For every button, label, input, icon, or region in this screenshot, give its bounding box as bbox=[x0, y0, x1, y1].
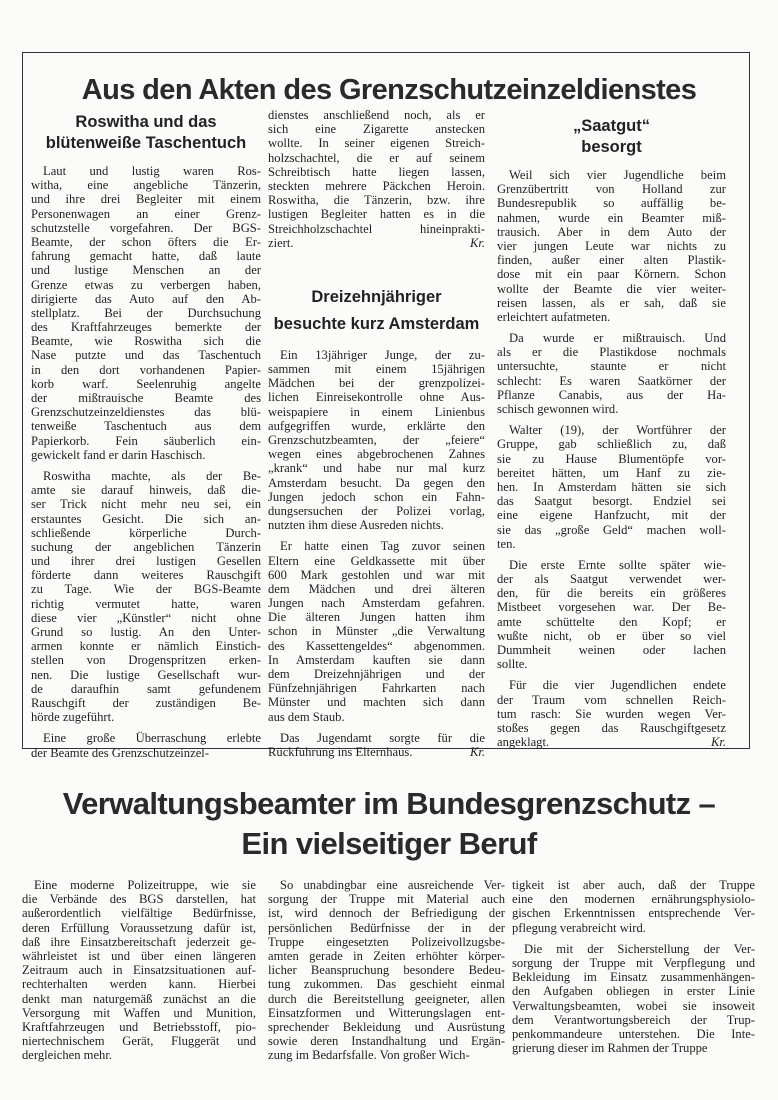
text-line: Walter (19), der Wortführer der bbox=[509, 423, 726, 438]
text-line: daß ihre Einsatzbereitschaft jederzeit ge- bbox=[22, 934, 256, 949]
text-line: Beamte, der schon öfters die Er- bbox=[31, 234, 261, 249]
article-heading bbox=[31, 112, 261, 154]
text-line: vier jungen Leute war nichts zu bbox=[497, 238, 726, 253]
text-line: Roswitha machte, als der Be- bbox=[43, 468, 261, 483]
text-line: ser Trick nicht mehr neu sei, ein bbox=[31, 497, 261, 512]
text-line: Mistbeet vorgesehen war. Der Be- bbox=[497, 600, 726, 615]
text-line: stellplatz. Bei der Durchsuchung bbox=[31, 305, 261, 320]
text-line: persönlichen Bedürfnisse der in der bbox=[268, 920, 505, 935]
text-line: wollte. In seiner eigenen Streich- bbox=[268, 136, 485, 151]
text-line: pflegung verabreicht wird. bbox=[512, 920, 646, 935]
text-line: Zeitraum auch in Einsatzsituationen auf- bbox=[22, 963, 256, 978]
text-line: Eine moderne Polizeitruppe, wie sie bbox=[34, 878, 256, 892]
text-line: Für die vier Jugendlichen endete bbox=[509, 678, 726, 693]
text-line: Kraftfahrzeugen und Betriebsstoff, pio- bbox=[22, 1019, 256, 1034]
text-line: nahmen, wurde ein Beamter miß- bbox=[497, 210, 726, 225]
text-line: dem Verantwortungsbereich der Trup- bbox=[512, 1012, 755, 1027]
text-line: eine den modernen ernährungsphysiolo- bbox=[512, 892, 755, 907]
paragraph bbox=[512, 878, 755, 935]
text-line: Fünfzehnjährigen Fahrkarten nach bbox=[268, 681, 485, 696]
paragraph bbox=[268, 731, 485, 759]
column-middle bbox=[268, 108, 485, 766]
text-line: Da wurde er mißtrauisch. Und bbox=[509, 331, 726, 346]
text-line: förderte dann weiteres Rauschgift bbox=[31, 568, 261, 583]
text-line: weispapiere in einem Linienbus bbox=[268, 404, 485, 419]
text-line: stoßes gegen das Rauschgiftgesetz bbox=[497, 720, 726, 735]
text-line: schlecht: Es waren Saatkörner der bbox=[497, 373, 726, 388]
text-line: fahrung gemacht hatte, daß laute bbox=[31, 249, 261, 264]
text-line: „krank“ und habe nur mal kurz bbox=[268, 461, 485, 476]
text-line: dergleichen mehr. bbox=[22, 1048, 112, 1063]
text-line bbox=[268, 236, 485, 250]
text-line: tum rasch: Sie wurden wegen Ver- bbox=[497, 706, 726, 721]
text-line: in den dort vorhandenen Papier- bbox=[31, 362, 261, 377]
bottom-column-3 bbox=[512, 878, 755, 1062]
text-line: Versorgung mit Waffen und Munition, bbox=[22, 1005, 256, 1020]
text-line: dungsersuchen der Polizei vorlag, bbox=[268, 503, 485, 518]
text-line: außerordentlich vielfältige Bedürfnisse, bbox=[22, 906, 256, 921]
text-line-content: angeklagt. bbox=[497, 735, 550, 750]
text-line: Eltern eine Geldkassette mit über bbox=[268, 553, 485, 568]
text-line: armen konnte er nämlich Einstich- bbox=[31, 639, 261, 654]
article-heading bbox=[497, 116, 726, 158]
text-line: nen. Die lustige Gesellschaft wur- bbox=[31, 667, 261, 682]
text-line: der Beamte des Grenzschutzeinzel- bbox=[31, 745, 209, 760]
paragraph bbox=[497, 168, 726, 324]
text-line: rechterhalten werden kann. Hierbei bbox=[22, 977, 256, 992]
text-line: sammen mit einem 15jährigen bbox=[268, 362, 485, 377]
text-line: zu Tage. Wie der BGS-Beamte bbox=[31, 582, 261, 597]
bottom-column-1 bbox=[22, 878, 256, 1069]
text-line: der mißtrauische Beamte des bbox=[31, 391, 261, 405]
text-line: und ihrer drei lustigen Gesellen bbox=[31, 554, 261, 569]
paragraph bbox=[22, 878, 256, 1062]
text-line: Papierkorb. Fein säuberlich ein- bbox=[31, 433, 261, 448]
text-line: schließende körperliche Durch- bbox=[31, 525, 261, 540]
column-right bbox=[497, 116, 726, 756]
text-line: der als Saatgut verwendet wer- bbox=[497, 572, 726, 587]
text-line: schon in Münster „die Verwaltung bbox=[268, 624, 485, 639]
heading-line: besuchte kurz Amsterdam bbox=[273, 314, 480, 333]
text-line: aufgegriffen wurde, erklärte den bbox=[268, 418, 485, 433]
text-line: eine eigene Hanfzucht, mit der bbox=[497, 508, 726, 523]
text-line: 600 Mark gestohlen und war mit bbox=[268, 567, 485, 582]
paragraph bbox=[31, 164, 261, 462]
text-line: Streichholzschachtel hineinprakti- bbox=[268, 221, 485, 236]
text-line: sich eine Zigarette anstecken bbox=[268, 122, 485, 137]
paragraph bbox=[31, 469, 261, 724]
text-line: Dummheit weinen oder lachen bbox=[497, 643, 726, 657]
text-line: penkommandeure unterstehen. Die Inte- bbox=[512, 1026, 755, 1041]
text-line: den, für die bereits ein größeres bbox=[497, 586, 726, 601]
text-line: erstauntes Gesicht. Die sich an- bbox=[31, 511, 261, 526]
text-line: Jungen jedoch schon ein Fahn- bbox=[268, 489, 485, 504]
text-line: und lustige Menschen an der bbox=[31, 263, 261, 278]
text-line: holzschachtel, die er auf seinem bbox=[268, 150, 485, 165]
text-line: licher Beanspruchung besondere Bedeu- bbox=[268, 963, 505, 978]
text-line: der Traum vom schnellen Reich- bbox=[497, 692, 726, 707]
text-line: wegen eines abgebrochenen Zahnes bbox=[268, 447, 485, 462]
text-line: Ein 13jähriger Junge, der zu- bbox=[280, 347, 485, 362]
text-line: Er hatte einen Tag zuvor seinen bbox=[280, 539, 485, 554]
text-line: Truppe eingesetzten Polizeivollzugsbe- bbox=[268, 934, 505, 949]
text-line: Grenzschutzbeamten, der „feiere“ bbox=[268, 433, 485, 447]
text-line: tung zukommen. Das geschieht einmal bbox=[268, 977, 505, 992]
text-line: dose mit ein paar Körnern. Schon bbox=[497, 267, 726, 282]
text-line: dem Dreizehnjährigen und der bbox=[268, 667, 485, 681]
text-line: finden, außer einer alten Plastik- bbox=[497, 253, 726, 268]
text-line: amte schüttelte den Kopf; er bbox=[497, 614, 726, 629]
text-line: zung im Bedarfsfalle. Von großer Wich- bbox=[268, 1048, 470, 1063]
text-line: Schreibtisch hatte liegen lassen, bbox=[268, 164, 485, 179]
text-line: Grenzschutzeinzeldienstes das blü- bbox=[31, 405, 261, 420]
text-line: wußte nicht, ob er über so viel bbox=[497, 628, 726, 643]
text-line: durch die Bereitstellung geeigneter, allen bbox=[268, 991, 505, 1006]
heading-line: „Saatgut“ bbox=[572, 117, 650, 135]
paragraph bbox=[497, 331, 726, 416]
text-line: Einsatzformen und Witterungslagen ent- bbox=[268, 1005, 505, 1020]
text-line: reisen lassen, als er sah, daß sie bbox=[497, 295, 726, 310]
text-line: ten. bbox=[497, 536, 516, 551]
text-line: Mädchen bei der grenzpolizei- bbox=[268, 376, 485, 391]
text-line: das Saatgut besorgt. Endziel sei bbox=[497, 494, 726, 509]
text-line: amte sie darauf hinweis, daß die- bbox=[31, 483, 261, 498]
column-left bbox=[31, 112, 261, 767]
text-line-content: ziert. bbox=[268, 235, 294, 250]
author-signature: Kr. bbox=[710, 735, 726, 750]
text-line: des Kraftfahrzeuges bemerkte der bbox=[31, 320, 261, 335]
text-line: und ihre drei Begleiter mit einem bbox=[31, 192, 261, 207]
text-line-content: Rückführung ins Elternhaus. bbox=[268, 744, 413, 759]
text-line: Die erste Ernte sollte später wie- bbox=[509, 557, 726, 572]
text-line: sie das „große Geld“ machen woll- bbox=[497, 522, 726, 537]
text-line: währleistet ist und über einen längeren bbox=[22, 948, 256, 963]
text-line: niertechnischem Gerät, Fluggerät und bbox=[22, 1034, 256, 1049]
heading-line: Dreizehnjähriger bbox=[311, 287, 442, 306]
text-line: wollte der Beamte die vier weiter- bbox=[497, 281, 726, 296]
text-line bbox=[268, 745, 485, 759]
text-line: Beamte, wie Roswitha sich die bbox=[31, 334, 261, 349]
text-line: hörde zugeführt. bbox=[31, 710, 115, 725]
text-line: Bekleidung im Einsatz zusammenhängen- bbox=[512, 970, 755, 985]
text-line: untersuchte, staunte er nicht bbox=[497, 359, 726, 374]
text-line: Jungen nach Amsterdam gefahren. bbox=[268, 596, 485, 611]
text-line: Eine große Überraschung erlebte bbox=[43, 731, 261, 746]
text-line: Laut und lustig waren Ros- bbox=[43, 164, 261, 178]
text-line: Rauschgift der zuständigen Be- bbox=[31, 695, 261, 710]
paragraph bbox=[497, 678, 726, 749]
text-line: schutzstelle vorgefahren. Der BGS- bbox=[31, 220, 261, 235]
paragraph bbox=[497, 558, 726, 672]
text-line: des Kassettengeldes“ abgenommen. bbox=[268, 638, 485, 653]
author-signature: Kr. bbox=[469, 744, 485, 759]
text-line: Grenze etwas zu verbergen haben, bbox=[31, 277, 261, 292]
text-line: Bundesrepublik so auffällig be- bbox=[497, 196, 726, 211]
text-line: den Aufgaben obliegen in erster Linie bbox=[512, 984, 755, 999]
text-line: dirigierte das Auto auf den Ab- bbox=[31, 291, 261, 306]
text-line: sie zu Hause Blumentöpfe vor- bbox=[497, 451, 726, 466]
text-line: trausich. Aber in dem Auto der bbox=[497, 224, 726, 239]
text-line: suchung der angeblichen Tänzerin bbox=[31, 539, 261, 554]
text-line: Personenwagen an einer Grenz- bbox=[31, 206, 261, 221]
author-signature: Kr. bbox=[469, 235, 485, 250]
text-line: sollte. bbox=[497, 657, 528, 672]
text-line: Pflanze Canabis, aus der Ha- bbox=[497, 387, 726, 402]
text-line: grierung dieser im Rahmen der Truppe bbox=[512, 1041, 708, 1056]
paragraph bbox=[31, 731, 261, 759]
text-line: stellen von Drogenspritzen erken- bbox=[31, 653, 261, 668]
heading-line: besorgt bbox=[581, 138, 642, 156]
text-line: sprechender Bekleidung und Ausrüstung bbox=[268, 1019, 505, 1034]
heading-line: Roswitha und das bbox=[75, 113, 217, 131]
text-line: gischen Erkenntnissen entsprechende Ver- bbox=[512, 906, 755, 921]
text-line: richtig vermutet hatte, waren bbox=[31, 596, 261, 611]
text-line: Nase putzte und das Taschentuch bbox=[31, 348, 261, 363]
text-line: In Amsterdam kauften sie dann bbox=[268, 652, 485, 667]
bottom-column-2 bbox=[268, 878, 505, 1069]
paragraph bbox=[512, 942, 755, 1056]
text-line: dienstes anschließend noch, als er bbox=[268, 108, 485, 122]
text-line: denkt man naturgemäß zunächst an die bbox=[22, 991, 256, 1006]
text-line: amten gerade in Zeiten erhöhter körper- bbox=[268, 948, 505, 963]
text-line: als er die Plastikdose nochmals bbox=[497, 345, 726, 360]
text-line: sorgung der Truppe mit Material auch bbox=[268, 892, 505, 907]
text-line: die Verbände des BGS darstellen, hat bbox=[22, 892, 256, 907]
paragraph bbox=[497, 423, 726, 551]
text-line: witha, eine angebliche Tänzerin, bbox=[31, 178, 261, 193]
text-line: sorgung der Truppe mit Verpflegung und bbox=[512, 955, 755, 970]
article-heading bbox=[268, 284, 485, 338]
text-line: Weil sich vier Jugendliche beim bbox=[509, 168, 726, 182]
heading-line: blütenweiße Taschentuch bbox=[45, 134, 247, 152]
article-headline-line2: Ein vielseitiger Beruf bbox=[241, 826, 537, 861]
text-line: ist, wird dennoch der Befriedigung der bbox=[268, 906, 505, 921]
text-line: steckten mehrere Päckchen Heroin. bbox=[268, 178, 485, 193]
text-line: diese vier „Künstler“ nicht ohne bbox=[31, 610, 261, 625]
text-line: lustigen Begleiter hatten es in die bbox=[268, 207, 485, 222]
paragraph bbox=[268, 878, 505, 1062]
text-line: Grenzübertritt von Holland zur bbox=[497, 182, 726, 197]
text-line: Münster und machten sich dann bbox=[268, 695, 485, 710]
text-line: Roswitha, die Tänzerin, bzw. ihre bbox=[268, 193, 485, 208]
text-line: schisch gewonnen wird. bbox=[497, 402, 619, 416]
text-line: aus dem Staub. bbox=[268, 709, 345, 724]
text-line: Verwaltungsbeamten, wobei sie insoweit bbox=[512, 998, 755, 1013]
text-line: nutzten ihm diese Ausreden nichts. bbox=[268, 518, 444, 533]
text-line: lichen Einreisekontrolle ohne Aus- bbox=[268, 390, 485, 405]
text-line: bereitet hätten, um Hanf zu zie- bbox=[497, 465, 726, 480]
text-line: So unabdingbar eine ausreichende Ver- bbox=[280, 878, 505, 892]
text-line: gewickelt fand er darin Haschisch. bbox=[31, 447, 206, 462]
text-line: Amsterdam besucht. Da gegen den bbox=[268, 475, 485, 490]
paragraph bbox=[268, 108, 485, 250]
paragraph bbox=[268, 539, 485, 723]
text-line: Die mit der Sicherstellung der Ver- bbox=[524, 941, 755, 956]
text-line: hen. In Amsterdam hätten sie sich bbox=[497, 479, 726, 494]
article-headline-line1: Verwaltungsbeamter im Bundesgrenzschutz – bbox=[62, 786, 716, 821]
text-line: Das Jugendamt sorgte für die bbox=[280, 730, 485, 745]
text-line: dem Mädchen und drei älteren bbox=[268, 581, 485, 596]
section-headline: Aus den Akten des Grenzschutzeinzeldienstes bbox=[81, 74, 697, 106]
text-line bbox=[497, 735, 726, 749]
text-line: Die älteren Jungen hatten ihm bbox=[268, 610, 485, 625]
text-line: erleichtert aufatmeten. bbox=[497, 309, 611, 324]
text-line: tigkeit ist aber auch, daß der Truppe bbox=[512, 878, 755, 892]
text-line: de daraufhin samt gefundenem bbox=[31, 681, 261, 696]
paragraph bbox=[268, 348, 485, 532]
text-line: Gruppe, gab schließlich zu, daß bbox=[497, 437, 726, 452]
text-line: tenweiße Taschentuch aus dem bbox=[31, 419, 261, 434]
text-line: sowie deren Instandhaltung und Ergän- bbox=[268, 1034, 505, 1049]
text-line: korb warf. Seelenruhig angelte bbox=[31, 376, 261, 391]
text-line: Grund so lustig. An den Unter- bbox=[31, 625, 261, 639]
text-line: deren Erfüllung Voraussetzung dafür ist, bbox=[22, 920, 256, 935]
